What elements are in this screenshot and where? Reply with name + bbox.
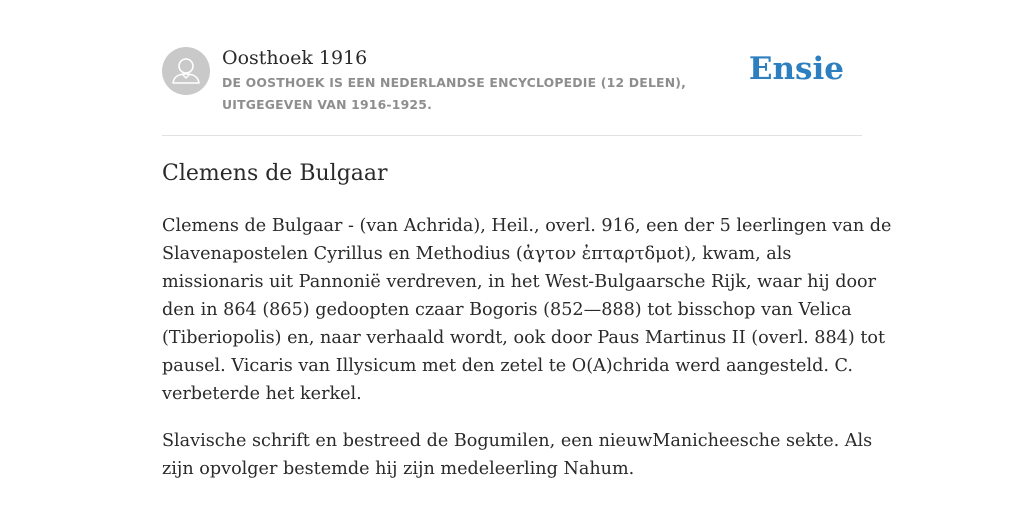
paragraph-line: zijn opvolger bestemde hij zijn medeleerling Nahum. (162, 459, 635, 479)
paragraph-line: missionaris uit Pannonië verdreven, in het West-Bulgaarsche Rijk, waar hij door (162, 272, 877, 292)
article-title: Clemens de Bulgaar (162, 161, 388, 186)
paragraph-line: pausel. Vicaris van Illysicum met den zetel te O(A)chrida werd aangesteld. C. (162, 356, 853, 376)
paragraph-line: Clemens de Bulgaar - (van Achrida), Heil., overl. 916, een der 5 leerlingen van de (162, 216, 892, 236)
divider (162, 135, 862, 136)
user-icon (162, 47, 210, 95)
paragraph-line: Slavenapostelen Cyrillus en Methodius (ἀγτον ἐπταρτδμot), kwam, als (162, 244, 792, 264)
paragraph (162, 212, 892, 408)
paragraph-line: den in 864 (865) gedoopten czaar Bogoris (852—888) tot bisschop van Velica (162, 300, 852, 320)
paragraph-spacer (162, 408, 862, 427)
source-title[interactable]: Oosthoek 1916 (222, 47, 368, 69)
source-description: DE OOSTHOEK IS EEN NEDERLANDSE ENCYCLOPEDIE (12 DELEN), UITGEGEVEN VAN 1916-1925. (222, 75, 687, 112)
paragraph-line: verbeterde het kerkel. (162, 384, 362, 404)
paragraph-line: Slavische schrift en bestreed de Bogumilen, een nieuwManicheesche sekte. Als (162, 431, 873, 451)
paragraph (162, 427, 873, 483)
paragraph-line: (Tiberiopolis) en, naar verhaald wordt, ook door Paus Martinus II (overl. 884) tot (162, 328, 886, 348)
article-body (162, 212, 892, 483)
brand-logo[interactable]: Ensie (748, 51, 844, 87)
source-header (162, 46, 862, 136)
